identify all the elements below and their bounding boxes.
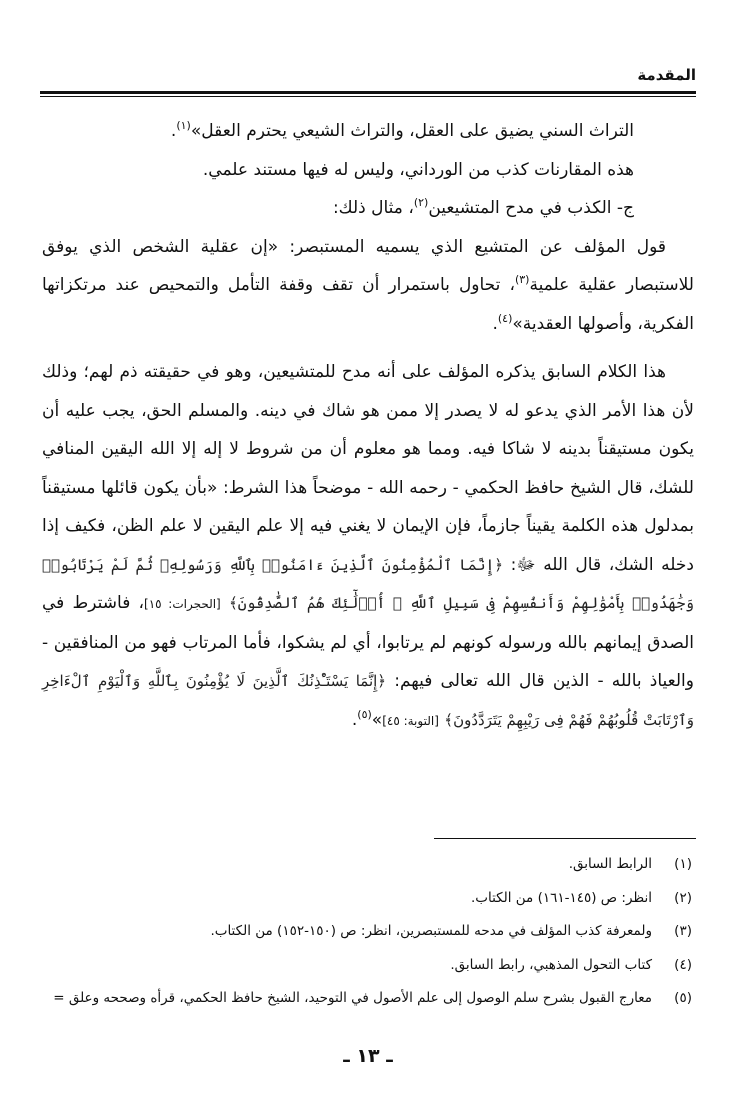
footnote-ref-1: (١) — [176, 119, 191, 132]
footnote-item — [40, 949, 696, 983]
footnote-ref-5: (٥) — [357, 707, 372, 721]
paragraph-1: التراث السني يضيق على العقل، والتراث الشيعي يحترم العقل»$^{(١)}$. — [170, 119, 634, 141]
main-text — [42, 112, 694, 740]
paragraph-5: هذا الكلام السابق يذكره المؤلف على أنه مدح للمتشيعين، وهو في حقيقته ذم لهم؛ وذلك لأن هذا الأمر الذي يدعو له لا يصدر إلا ممن هو شاك في دينه. والمسلم الحق، يجب عليه أن يكون مستيقناً بدينه لا شاكا فيه. ومما هو معلوم أن من شروط لا إله إلا الله اليقين المنافي للشك، قال الشيخ حافظ الحكمي - رحمه الله - موضحاً هذا الشرط: «بأن يكون قائلها مستيقناً بمدلول هذه الكلمة يقيناً جازماً، فإن الإيمان لا يغني فيه إلا علم اليقين لا علم الظن، فكيف إذا دخله الشك، قال الله ﷻ: ﴿إِنَّمَا ٱلْمُؤْمِنُونَ ٱلَّذِينَ ءَامَنُوا۟ بِٱللَّهِ وَرَسُولِهِۦ ثُمَّ لَمْ يَرْتَابُوا۟ وَجَٰهَدُوا۟ بِأَمْوَٰلِهِمْ وَأَنفُسِهِمْ فِى سَبِيلِ ٱللَّهِ ۚ أُو۟لَٰٓئِكَ هُمُ ٱلصَّٰدِقُونَ﴾ [الحجرات: ١٥]، فاشترط في الصدق إيمانهم بالله ورسوله كونهم لم يرتابوا، أي لم يشكوا، فأما المرتاب فهو من المنافقين - والعياذ بالله - الذين قال الله تعالى فيهم: ﴿إِنَّمَا يَسْتَـْٔذِنُكَ ٱلَّذِينَ لَا يُؤْمِنُونَ بِٱللَّهِ وَٱلْيَوْمِ ٱلْءَاخِرِ وَٱرْتَابَتْ قُلُوبُهُمْ فَهُمْ فِى رَيْبِهِمْ يَتَرَدَّدُونَ﴾ [التوبة: ٤٥]»$^{(٥)}$. — [42, 362, 695, 730]
footnote-separator — [434, 838, 696, 839]
verse-reference-2: [التوبة: ٤٥] — [382, 713, 439, 728]
footnote-text: معارج القبول بشرح سلم الوصول إلى علم الأصول في التوحيد، الشيخ حافظ الحكمي، قرأه وصححه وعلق = — [53, 990, 652, 1006]
header-rule-thick — [40, 91, 696, 94]
footnotes-list — [40, 848, 696, 1016]
footnote-text: ولمعرفة كذب المؤلف في مدحه للمستبصرين، انظر: ص (١٥٠-١٥٢) من الكتاب. — [210, 923, 652, 939]
footnote-ref-3: (٣) — [514, 273, 530, 286]
footnote-ref-4: (٤) — [497, 311, 513, 325]
quran-verse-2: ﴿إِنَّمَا يَسْتَـْٔذِنُكَ ٱلَّذِينَ لَا يُؤْمِنُونَ بِٱللَّهِ وَٱلْيَوْمِ ٱلْءَاخِرِ وَٱرْتَابَتْ قُلُوبُهُمْ فَهُمْ فِى رَيْبِهِمْ يَتَرَدَّدُونَ﴾ — [42, 672, 694, 729]
header-rule-thin — [40, 96, 696, 97]
footnote-item — [40, 915, 696, 949]
footnote-text: الرابط السابق. — [568, 856, 652, 872]
footnote-number: (١) — [674, 856, 692, 872]
footnote-ref-2: (٢) — [413, 196, 429, 209]
paragraph-4: قول المؤلف عن المتشيع الذي يسميه المستبصر: «إن عقلية الشخص الذي يوفق للاستبصار عقلية علمية$^{(٣)}$، تحاول باستمرار أن تقف وقفة التأمل والتمحيص عند مرتكزاتها الفكرية، وأصولها العقدية»$^{(٤)}$. — [42, 236, 694, 334]
footnote-number: (٣) — [674, 923, 692, 939]
page-number: ـ ١٣ ـ — [343, 1045, 393, 1067]
footnote-item — [40, 882, 696, 916]
footnote-text: انظر: ص (١٤٥-١٦١) من الكتاب. — [470, 889, 652, 906]
footnote-item — [40, 848, 696, 882]
footnote-number: (٤) — [674, 956, 692, 973]
paragraph-3: ج- الكذب في مدح المتشيعين$^{(٢)}$، مثال ذلك: — [332, 196, 634, 218]
footnote-number: (٢) — [674, 889, 692, 906]
quran-verse-1: ﴿إِنَّمَا ٱلْمُؤْمِنُونَ ٱلَّذِينَ ءَامَنُوا۟ بِٱللَّهِ وَرَسُولِهِۦ ثُمَّ لَمْ يَرْتَابُوا۟ وَجَٰهَدُوا۟ بِأَمْوَٰلِهِمْ وَأَنفُسِهِمْ فِى سَبِيلِ ٱللَّهِ ۚ أُو۟لَٰٓئِكَ هُمُ ٱلصَّٰدِقُونَ﴾ — [42, 555, 695, 612]
footnote-item — [40, 982, 696, 1016]
paragraph-2: هذه المقارنات كذب من الورداني، وليس له فيها مستند علمي. — [202, 159, 634, 180]
verse-reference-1: [الحجرات: ١٥] — [144, 597, 221, 611]
running-header-title: المقدمة — [637, 66, 696, 84]
footnote-number: (٥) — [674, 990, 692, 1006]
footnote-text: كتاب التحول المذهبي، رابط السابق. — [450, 956, 652, 973]
